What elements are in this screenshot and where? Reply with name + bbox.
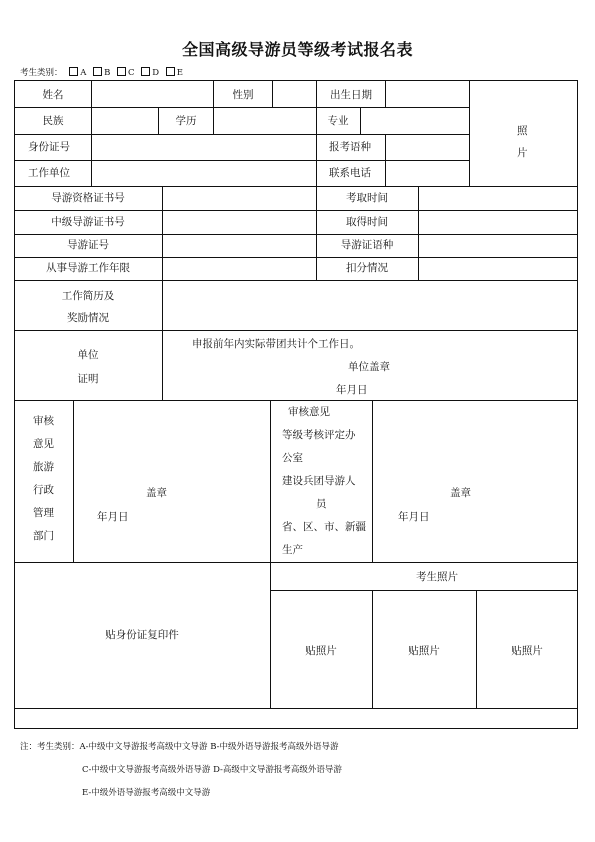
- unit-proof-statement: 申报前年内实际带团共计个工作日。: [192, 338, 360, 350]
- review-right-date: 年月日: [398, 511, 430, 523]
- col-divider: [316, 80, 317, 107]
- note-line-1: 注：考生类别：A-中级中文导游报考高级中文导游 B-中级外语导游报考高级外语导游: [20, 742, 339, 752]
- ethnicity-field[interactable]: [92, 108, 157, 133]
- id-copy-label: 贴身份证复印件: [105, 629, 179, 641]
- review-left-line: 旅游: [33, 461, 54, 473]
- col-divider: [158, 107, 159, 134]
- col-divider: [316, 134, 317, 186]
- major-label: 专业: [327, 115, 349, 127]
- category-option-d[interactable]: D: [141, 68, 159, 78]
- work-unit-label: 工作单位: [28, 167, 70, 179]
- note-line-3: E-中级外语导游报考高级中文导游: [82, 788, 211, 798]
- exam-language-label: 报考语种: [329, 141, 371, 153]
- years-label: 从事导游工作年限: [46, 262, 130, 274]
- unit-proof-label: 单位: [77, 349, 99, 361]
- category-option-a[interactable]: A: [69, 68, 86, 78]
- row-divider: [14, 330, 578, 331]
- resume-field[interactable]: [163, 281, 577, 329]
- review-left-labels: [33, 410, 55, 548]
- gender-field[interactable]: [273, 81, 315, 106]
- review-left-line: 管理: [33, 507, 54, 519]
- photo-box[interactable]: [470, 81, 577, 185]
- checkbox-icon[interactable]: [117, 67, 126, 76]
- checkbox-icon[interactable]: [141, 67, 150, 76]
- birth-date-field[interactable]: [386, 81, 468, 106]
- paste-photo-box-2[interactable]: [373, 591, 475, 707]
- checkbox-icon[interactable]: [93, 67, 102, 76]
- review-left-line: 意见: [33, 438, 54, 450]
- education-field[interactable]: [214, 108, 315, 133]
- review-right-seal: 盖章: [450, 487, 471, 499]
- exam-language-field[interactable]: [386, 135, 468, 159]
- guide-cert-no-field[interactable]: [163, 187, 315, 209]
- obtain-time-field[interactable]: [419, 187, 577, 209]
- education-label: 学历: [175, 115, 197, 127]
- ethnicity-label: 民族: [42, 115, 64, 127]
- awards-label: 奖励情况: [67, 312, 109, 324]
- paste-photo-label-2: 贴照片: [408, 645, 440, 657]
- get-time-label: 取得时间: [346, 216, 388, 228]
- category-selector: [20, 66, 183, 78]
- deduct-field[interactable]: [419, 258, 577, 279]
- work-unit-field[interactable]: [92, 161, 315, 185]
- phone-label: 联系电话: [329, 167, 371, 179]
- review-mid-line: 生产: [282, 544, 303, 556]
- obtain-time-label: 考取时间: [346, 192, 388, 204]
- checkbox-icon[interactable]: [166, 67, 175, 76]
- review-mid-line: 省、区、市、新疆: [282, 521, 366, 533]
- checkbox-icon[interactable]: [69, 67, 78, 76]
- review-left-seal: 盖章: [146, 487, 167, 499]
- review-mid-labels: [282, 401, 370, 562]
- col-divider: [316, 186, 317, 280]
- row-divider: [14, 708, 578, 709]
- form-title: 全国高级导游员等级考试报名表: [181, 40, 413, 59]
- review-left-date: 年月日: [97, 511, 129, 523]
- name-field[interactable]: [92, 81, 212, 106]
- deduct-label: 扣分情况: [346, 262, 388, 274]
- review-mid-line: 审核意见: [288, 406, 330, 418]
- review-mid-line: 等级考核评定办: [282, 429, 356, 441]
- phone-field[interactable]: [386, 161, 468, 185]
- guide-card-field[interactable]: [163, 235, 315, 256]
- unit-seal-label: 单位盖章: [348, 361, 390, 373]
- resume-label: 工作简历及: [61, 290, 115, 302]
- photo-label: 照片: [517, 125, 528, 159]
- id-number-label: 身份证号: [28, 141, 70, 153]
- exam-photo-label: 考生照片: [416, 571, 458, 583]
- mid-cert-no-label: 中级导游证书号: [51, 216, 125, 228]
- paste-photo-label-1: 贴照片: [305, 645, 337, 657]
- guide-cert-no-label: 导游资格证书号: [51, 192, 125, 204]
- category-label: 考生类别：: [20, 68, 63, 78]
- col-divider: [372, 400, 373, 562]
- unit-proof-label-2: 证明: [77, 373, 99, 385]
- unit-date-label: 年月日: [336, 384, 368, 396]
- review-left-line: 审核: [33, 415, 54, 427]
- get-time-field[interactable]: [419, 211, 577, 233]
- years-field[interactable]: [163, 258, 315, 279]
- gender-label: 性别: [232, 89, 254, 101]
- category-option-e[interactable]: E: [166, 68, 183, 78]
- guide-card-language-field[interactable]: [419, 235, 577, 256]
- category-option-b[interactable]: B: [93, 68, 110, 78]
- paste-photo-label-3: 贴照片: [511, 645, 543, 657]
- paste-photo-box-3[interactable]: [477, 591, 577, 707]
- category-option-c[interactable]: C: [117, 68, 135, 78]
- paste-photo-box-1[interactable]: [271, 591, 371, 707]
- guide-card-label: 导游证号: [67, 239, 109, 251]
- major-field[interactable]: [361, 108, 468, 133]
- review-left-line: 部门: [33, 530, 54, 542]
- review-mid-line: 建设兵团导游人: [282, 475, 356, 487]
- name-label: 姓名: [42, 89, 64, 101]
- col-divider: [73, 400, 74, 562]
- review-mid-line: 公室: [282, 452, 303, 464]
- review-left-line: 行政: [33, 484, 54, 496]
- guide-card-language-label: 导游证语种: [340, 239, 394, 251]
- col-divider: [213, 80, 214, 107]
- id-copy-area[interactable]: [15, 563, 269, 707]
- birth-date-label: 出生日期: [330, 89, 372, 101]
- review-mid-line: 员: [316, 498, 327, 510]
- note-line-2: C-中级中文导游报考高级外语导游 D-高级中文导游报考高级外语导游: [82, 765, 342, 775]
- col-divider: [316, 107, 317, 134]
- id-number-field[interactable]: [92, 135, 315, 159]
- mid-cert-no-field[interactable]: [163, 211, 315, 233]
